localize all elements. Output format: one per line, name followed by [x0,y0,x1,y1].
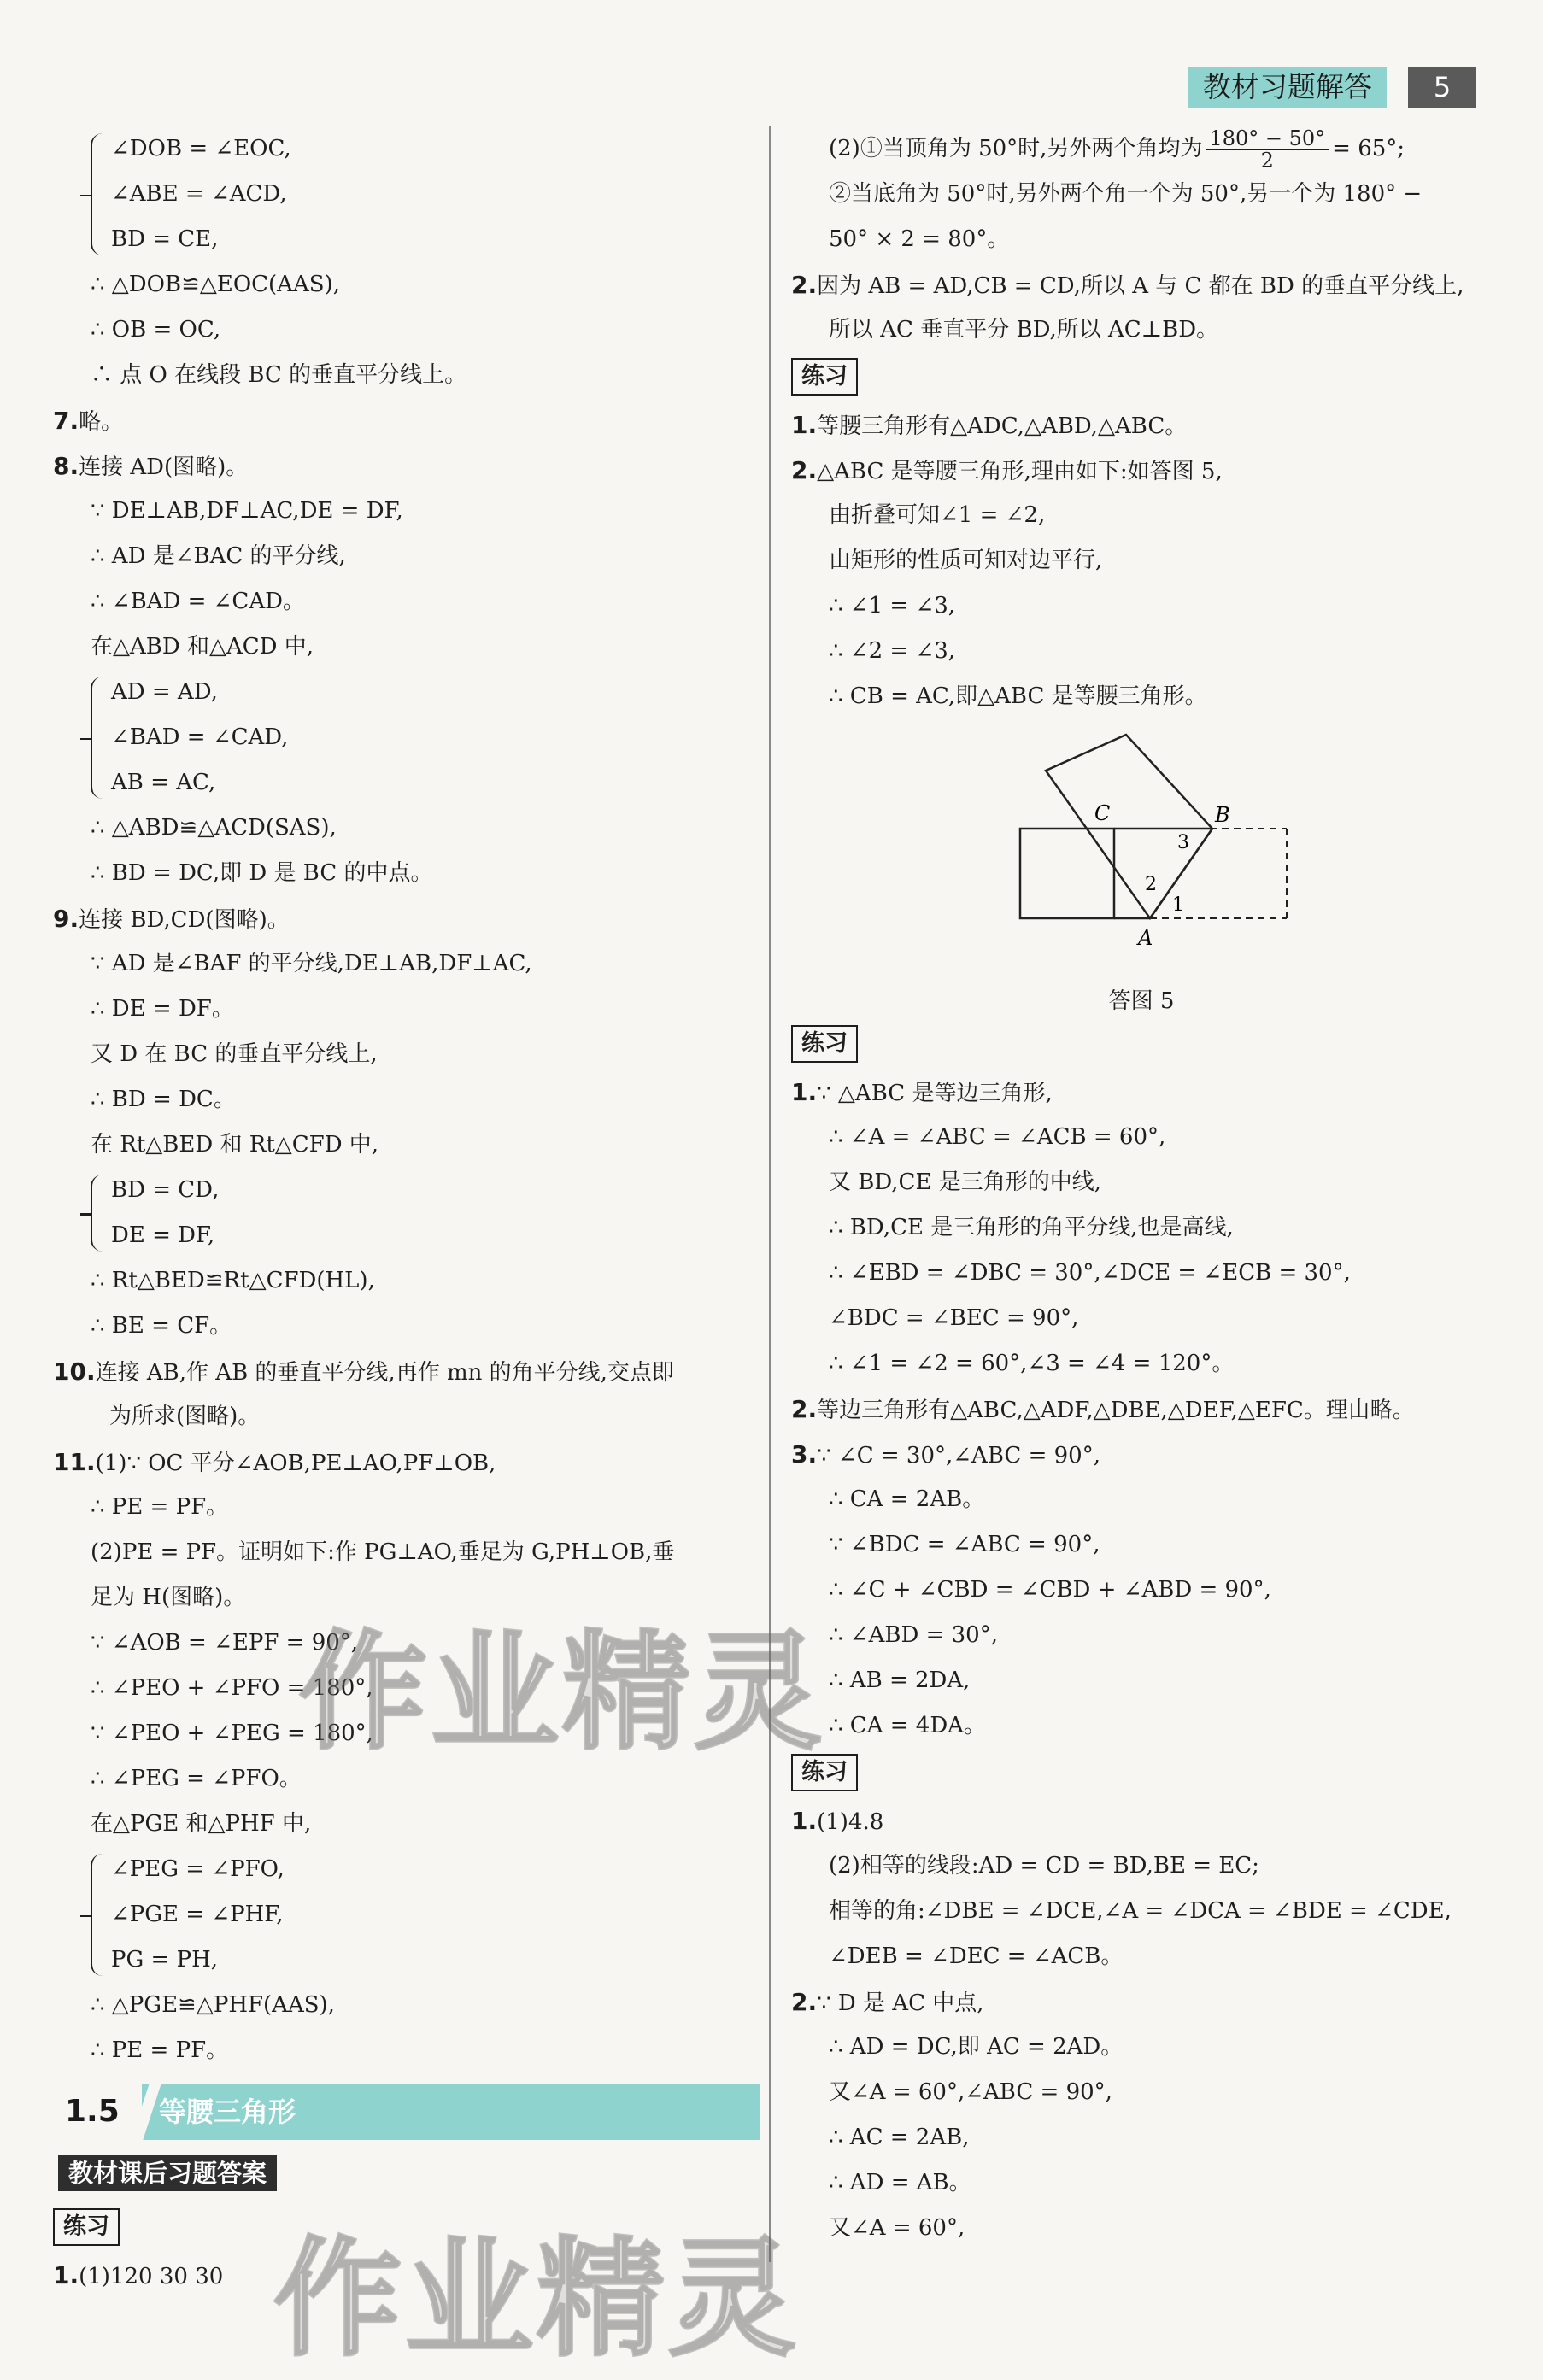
header-title: 教材习题解答 [1188,67,1387,108]
text-line: 由矩形的性质可知对边平行, [829,548,1103,573]
practice-row [791,1749,1492,1798]
question-1: 1.∵ △ABC 是等边三角形, [791,1078,1053,1106]
text-line: (2)PE = PF。证明如下:作 PG⊥AO,垂足为 G,PH⊥OB,垂 [91,1539,675,1565]
text-line: ∴ AD = DC,即 AC = 2AD。 [829,2034,1124,2060]
text-line: 又∠A = 60°, [829,2215,965,2241]
practice-row [791,1020,1492,1070]
text-line: ∴ ∠PEO + ∠PFO = 180°, [91,1675,373,1701]
text-line: 所以 AC 垂直平分 BD,所以 AC⊥BD。 [829,317,1219,343]
text-line: 50° × 2 = 80°。 [829,226,1010,252]
text-line: ∴ CA = 2AB。 [829,1486,985,1512]
text-line: ∠PGE = ∠PHF, [111,1902,284,1927]
question-2: 2.∵ D 是 AC 中点, [791,1988,984,2016]
text-line: 相等的角:∠DBE = ∠DCE,∠A = ∠DCA = ∠BDE = ∠CDE, [829,1898,1452,1924]
practice-row [53,2203,754,2253]
label-C: C [1094,801,1111,825]
text-line: ∠DEB = ∠DEC = ∠ACB。 [829,1943,1124,1969]
text-line: ∴ OB = OC, [91,317,221,343]
text-line: 足为 H(图略)。 [91,1585,246,1610]
brace-group [53,1168,754,1258]
text-line: ∴ Rt△BED≌Rt△CFD(HL), [91,1268,375,1293]
text-line: ∴ ∠EBD = ∠DBC = 30°,∠DCE = ∠ECB = 30°, [829,1260,1351,1286]
label-1: 1 [1172,894,1184,916]
watermark: 作业精灵 [273,2225,801,2374]
text-line: ∴ PE = PF。 [91,2037,229,2063]
text-line: ∠PEG = ∠PFO, [111,1856,285,1882]
label-2: 2 [1145,874,1157,895]
text-line: 由折叠可知∠1 = ∠2, [829,502,1046,528]
question-2: 2.因为 AB = AD,CB = CD,所以 A 与 C 都在 BD 的垂直平分线上, [791,271,1464,299]
label-A: A [1138,926,1153,950]
text-line: 在△PGE 和△PHF 中, [91,1811,312,1837]
text-line: ∵ ∠AOB = ∠EPF = 90°, [91,1630,359,1656]
question-1: 1.(1)4.8 [791,1807,884,1835]
practice-row [791,353,1492,402]
text-line: ∴ AC = 2AB, [829,2125,970,2150]
question-10: 10.连接 AB,作 AB 的垂直平分线,再作 mn 的角平分线,交点即 [53,1357,674,1386]
label-3: 3 [1177,832,1189,853]
text-line: ∴ △DOB≌△EOC(AAS), [91,272,340,297]
text-line: ∴ ∠1 = ∠2 = 60°,∠3 = ∠4 = 120°。 [829,1351,1235,1376]
brace-group [53,126,754,262]
text-line: ∴ ∠ABD = 30°, [829,1622,998,1648]
text-line: (2)①当顶角为 50°时,另外两个角均为 $\frac{180^\circ - 50^\circ}{2}$ = 65°; [829,126,1405,173]
text-line: ∴ ∠BAD = ∠CAD。 [91,589,305,614]
text-line: ∴ AB = 2DA, [829,1668,971,1693]
text-line: (2)相等的线段:AD = CD = BD,BE = EC; [829,1853,1259,1879]
figure-svg [791,726,1492,982]
label-B: B [1215,803,1230,827]
brace [91,677,106,799]
watermark: 作业精灵 [299,1619,826,1767]
question-2: 2.等边三角形有△ABC,△ADF,△DBE,△DEF,△EFC。理由略。 [791,1395,1415,1423]
text-line: ∴ DE = DF。 [91,996,234,1022]
folded-rectangle-figure [791,726,1492,982]
text-line: BD = CD, [111,1177,220,1203]
question-1: 1.(1)120 30 30 [53,2261,224,2289]
text-line: ∴ 点 O 在线段 BC 的垂直平分线上。 [91,362,467,388]
text-line: ∴ PE = PF。 [91,1494,229,1520]
fraction: $\frac{180^\circ - 50^\circ}{2}$ [1206,128,1329,171]
section-number: 1.5 [65,2094,120,2129]
text-line: ∴ BD = DC,即 D 是 BC 的中点。 [91,860,433,886]
question-8: 8.连接 AD(图略)。 [53,452,249,480]
figure-caption: 答图 5 [1108,988,1175,1014]
text-line: ∵ ∠BDC = ∠ABC = 90°, [829,1532,1100,1557]
section-header [53,2084,754,2140]
answers-heading: 教材课后习题答案 [58,2155,277,2191]
text-line: ∴ CB = AC,即△ABC 是等腰三角形。 [829,683,1207,709]
question-11: 11.(1)∵ OC 平分∠AOB,PE⊥AO,PF⊥OB, [53,1448,496,1476]
question-7: 7.略。 [53,407,124,435]
text-line: AB = AC, [111,770,216,795]
question-9: 9.连接 BD,CD(图略)。 [53,905,290,933]
practice-tag: 练习 [791,358,858,396]
text-line: DE = DF, [111,1222,215,1248]
text-line: ∴ △ABD≌△ACD(SAS), [91,815,337,841]
rect-left-part [1020,829,1114,918]
text-line: ∴ △PGE≌△PHF(AAS), [91,1992,335,2018]
text-line: PG = PH, [111,1947,219,1973]
text-line: ∵ AD 是∠BAF 的平分线,DE⊥AB,DF⊥AC, [91,951,532,976]
question-1: 1.等腰三角形有△ADC,△ABD,△ABC。 [791,411,1188,439]
text-line: ∠ABE = ∠ACD, [111,181,287,207]
left-column [53,126,754,2298]
text-line: ∵ ∠PEO + ∠PEG = 180°, [91,1721,373,1746]
section-title: 等腰三角形 [142,2084,760,2140]
brace [91,1175,106,1252]
text-line: ∠BDC = ∠BEC = 90°, [829,1305,1079,1331]
text-line: ∵ DE⊥AB,DF⊥AC,DE = DF, [91,498,403,524]
page-number: 5 [1408,67,1476,108]
text-line: AD = AD, [111,679,218,705]
practice-tag: 练习 [791,1754,858,1791]
brace [91,1854,106,1976]
text-line: ∴ CA = 4DA。 [829,1713,986,1738]
folded-flap [1046,735,1212,918]
practice-tag: 练习 [53,2208,120,2246]
text-line: ∠BAD = ∠CAD, [111,724,289,750]
text-line: ∴ BD,CE 是三角形的角平分线,也是高线, [829,1215,1234,1240]
text-line: ∴ AD = AB。 [829,2170,971,2195]
brace-group [53,670,754,806]
text-line: BD = CE, [111,226,219,252]
question-3: 3.∵ ∠C = 30°,∠ABC = 90°, [791,1440,1100,1468]
text-line: ∴ ∠2 = ∠3, [829,638,956,664]
right-column [791,126,1492,2251]
brace [91,133,106,255]
text-line: ∴ ∠A = ∠ABC = ∠ACB = 60°, [829,1124,1166,1150]
text-line: 又 BD,CE 是三角形的中线, [829,1169,1101,1195]
text-line: 又∠A = 60°,∠ABC = 90°, [829,2079,1112,2105]
column-divider [769,126,771,2262]
text-line: ∴ BE = CF。 [91,1313,232,1339]
practice-tag: 练习 [791,1025,858,1063]
text-line: ∠DOB = ∠EOC, [111,136,291,161]
text-line: 又 D 在 BC 的垂直平分线上, [91,1041,378,1067]
text-line: ∴ ∠1 = ∠3, [829,593,956,618]
text-line: 在△ABD 和△ACD 中, [91,634,314,659]
text-line: ∴ AD 是∠BAC 的平分线, [91,543,346,569]
text-line: 在 Rt△BED 和 Rt△CFD 中, [91,1132,379,1158]
text-line: ∴ ∠PEG = ∠PFO。 [91,1766,302,1791]
text-line: ②当底角为 50°时,另外两个角一个为 50°,另一个为 180° − [829,181,1423,207]
text-line: ∴ BD = DC。 [91,1087,236,1112]
brace-group [53,1847,754,1983]
question-2: 2.△ABC 是等腰三角形,理由如下:如答图 5, [791,456,1223,484]
text-line: 为所求(图略)。 [109,1404,261,1429]
text-line: ∴ ∠C + ∠CBD = ∠CBD + ∠ABD = 90°, [829,1577,1271,1603]
